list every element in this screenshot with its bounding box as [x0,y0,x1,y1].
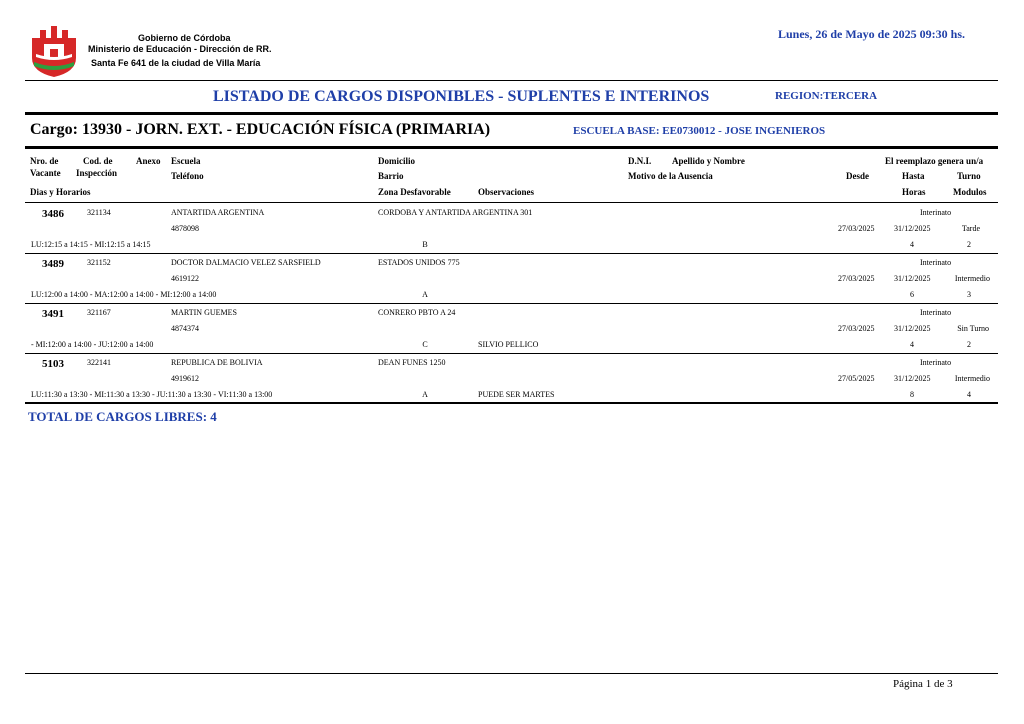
col-horas: Horas [902,187,926,197]
col-cod-inspeccion-2: Inspección [76,168,118,178]
row-dias-horarios: LU:12:15 a 14:15 - MI:12:15 a 14:15 [31,240,151,249]
col-cod-inspeccion: Cod. de [83,156,113,166]
col-observaciones: Observaciones [478,187,534,197]
row-desde: 27/05/2025 [838,374,875,383]
col-reemplazo: El reemplazo genera un/a [885,156,984,166]
table-bottom-divider [25,402,998,404]
row-modulos: 2 [967,240,971,249]
coat-of-arms-logo [28,24,80,78]
row-cod-inspeccion: 321167 [87,308,111,317]
row-nro-vacante: 3491 [42,308,64,320]
col-dni: D.N.I. [628,156,652,166]
row-telefono: 4874374 [171,324,199,333]
row-telefono: 4878098 [171,224,199,233]
total-cargos-libres: TOTAL DE CARGOS LIBRES: 4 [28,409,217,424]
row-observaciones: SILVIO PELLICO [478,340,539,349]
escuela-base-label: ESCUELA BASE: EE0730012 - JOSE INGENIEROS [573,125,826,137]
col-desde: Desde [846,171,869,181]
row-dias-horarios: LU:12:00 a 14:00 - MA:12:00 a 14:00 - MI:12:00 a 14:00 [31,290,217,299]
col-apellido-nombre: Apellido y Nombre [672,156,745,166]
header-row-divider [25,202,998,203]
row-turno: Intermedio [954,274,990,283]
row-modulos: 4 [967,390,971,399]
row-turno: Sin Turno [957,324,989,333]
row-turno: Intermedio [954,374,990,383]
row-tipo: Interinato [920,258,952,267]
col-zona-desfavorable: Zona Desfavorable [378,187,451,197]
row-cod-inspeccion: 322141 [87,358,111,367]
row-tipo: Interinato [920,358,952,367]
row-telefono: 4619122 [171,274,199,283]
row-domicilio: DEAN FUNES 1250 [378,358,446,367]
row-zona: B [422,240,428,249]
row-hasta: 31/12/2025 [894,374,931,383]
row-nro-vacante: 3486 [42,208,64,220]
footer-divider [25,673,998,674]
row-nro-vacante: 5103 [42,358,64,370]
col-motivo-ausencia: Motivo de la Ausencia [628,171,713,181]
row-zona: A [422,390,428,399]
header-divider [25,80,998,81]
col-dias-horarios: Dias y Horarios [30,187,91,197]
row-tipo: Interinato [920,208,952,217]
row-desde: 27/03/2025 [838,274,875,283]
cargo-title: Cargo: 13930 - JORN. EXT. - EDUCACIÓN FÍSICA (PRIMARIA) [30,121,491,138]
row-escuela: DOCTOR DALMACIO VELEZ SARSFIELD [171,258,321,267]
row-dias-horarios: LU:11:30 a 13:30 - MI:11:30 a 13:30 - JU:11:30 a 13:30 - VI:11:30 a 13:00 [31,390,273,399]
col-modulos: Modulos [953,187,987,197]
row-cod-inspeccion: 321152 [87,258,111,267]
row-tipo: Interinato [920,308,952,317]
report-datetime: Lunes, 26 de Mayo de 2025 09:30 hs. [778,27,966,41]
row-zona: C [422,340,428,349]
col-domicilio: Domicilio [378,156,415,166]
row-modulos: 2 [967,340,971,349]
page-number: Página 1 de 3 [893,678,953,690]
cargo-divider [25,146,998,149]
col-escuela: Escuela [171,156,201,166]
row-hasta: 31/12/2025 [894,324,931,333]
org-line-address: Santa Fe 641 de la ciudad de Villa María [91,58,261,68]
col-telefono: Teléfono [171,171,204,181]
row-domicilio: CORDOBA Y ANTARTIDA ARGENTINA 301 [378,208,533,217]
col-nro-vacante: Nro. de [30,156,59,166]
row-telefono: 4919612 [171,374,199,383]
col-nro-vacante-2: Vacante [30,168,61,178]
row-hasta: 31/12/2025 [894,224,931,233]
row-dias-horarios: - MI:12:00 a 14:00 - JU:12:00 a 14:00 [31,340,154,349]
row-domicilio: CONRERO PBTO A 24 [378,308,456,317]
row-nro-vacante: 3489 [42,258,64,270]
col-turno: Turno [957,171,981,181]
row-zona: A [422,290,428,299]
row-modulos: 3 [967,290,971,299]
region-label: REGION:TERCERA [775,90,878,102]
row-desde: 27/03/2025 [838,224,875,233]
row-domicilio: ESTADOS UNIDOS 775 [378,258,460,267]
row-cod-inspeccion: 321134 [87,208,111,217]
org-line-government: Gobierno de Córdoba [138,33,231,43]
report-title: LISTADO DE CARGOS DISPONIBLES - SUPLENTES E INTERINOS [213,88,710,105]
row-horas: 6 [910,290,914,299]
row-horas: 8 [910,390,914,399]
row-escuela: ANTARTIDA ARGENTINA [171,208,265,217]
row-observaciones: PUEDE SER MARTES [478,390,555,399]
title-divider [25,112,998,115]
row-divider [25,253,998,254]
row-horas: 4 [910,340,914,349]
row-horas: 4 [910,240,914,249]
org-line-ministry: Ministerio de Educación - Dirección de RR. [88,44,272,54]
col-hasta: Hasta [902,171,925,181]
row-hasta: 31/12/2025 [894,274,931,283]
row-divider [25,353,998,354]
row-turno: Tarde [961,224,980,233]
row-escuela: REPUBLICA DE BOLIVIA [171,358,263,367]
col-barrio: Barrio [378,171,404,181]
row-desde: 27/03/2025 [838,324,875,333]
row-divider [25,303,998,304]
row-escuela: MARTIN GUEMES [171,308,237,317]
col-anexo: Anexo [136,156,161,166]
